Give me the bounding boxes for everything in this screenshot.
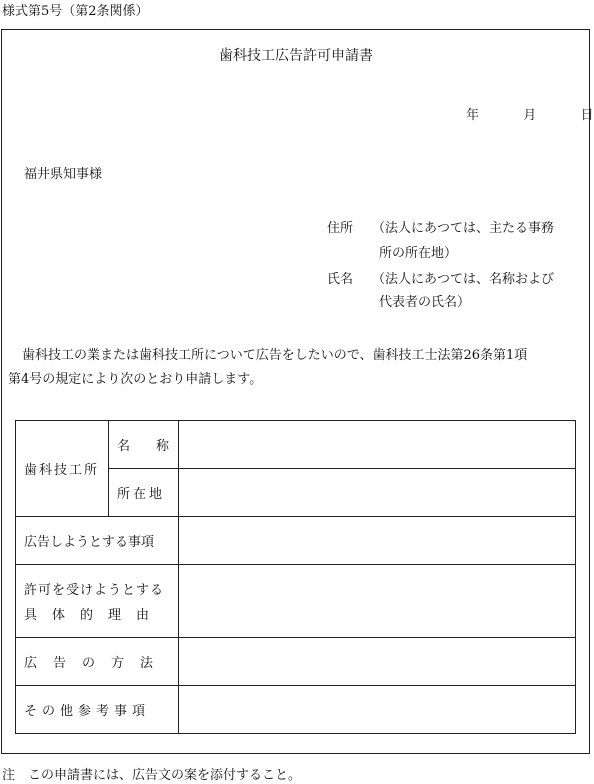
reason-value-cell[interactable] [179, 565, 576, 637]
method-label: 広告の方法 [16, 637, 179, 685]
name-row-label: 名 称 [109, 421, 179, 469]
name-value-cell[interactable] [179, 421, 576, 469]
reason-label-line1: 許可を受けようとする [24, 583, 165, 599]
date-day: 日 [580, 108, 594, 123]
other-label: その他参考事項 [16, 685, 179, 733]
ad-items-value-cell[interactable] [179, 517, 576, 565]
method-value-cell[interactable] [179, 637, 576, 685]
date-month: 月 [523, 108, 537, 123]
ad-items-label: 広告しようとする事項 [16, 517, 179, 565]
name-note-line1: （法人にあつては、名称および [372, 272, 555, 287]
body-text-line2: 第4号の規定により次のとおり申請します。 [8, 372, 263, 387]
body-text-line1: 歯科技工の業または歯科技工所について広告をしたいので、歯科技工士法第26条第1項 [22, 348, 528, 363]
address-label: 住所 [327, 221, 354, 236]
application-table [15, 420, 576, 734]
address-note-line1: （法人にあつては、主たる事務 [372, 221, 555, 236]
date-line [466, 104, 594, 123]
reason-label-line2: 具体的理由 [24, 608, 165, 624]
name-note-line2: 代表者の氏名） [379, 295, 471, 310]
name-label: 氏名 [327, 272, 354, 287]
date-year: 年 [466, 108, 480, 123]
footnote: 注 この申請書には、広告文の案を添付すること。 [2, 768, 302, 783]
addressee: 福井県知事様 [24, 167, 103, 182]
location-row-label: 所在地 [109, 469, 179, 517]
address-note-line2: 所の所在地） [379, 246, 458, 261]
other-value-cell[interactable] [179, 685, 576, 733]
reason-label [16, 565, 179, 637]
form-number-label: 様式第5号（第2条関係） [2, 4, 149, 19]
document-title: 歯科技工広告許可申請書 [219, 48, 373, 64]
lab-label: 歯科技工所 [16, 421, 109, 517]
location-value-cell[interactable] [179, 469, 576, 517]
